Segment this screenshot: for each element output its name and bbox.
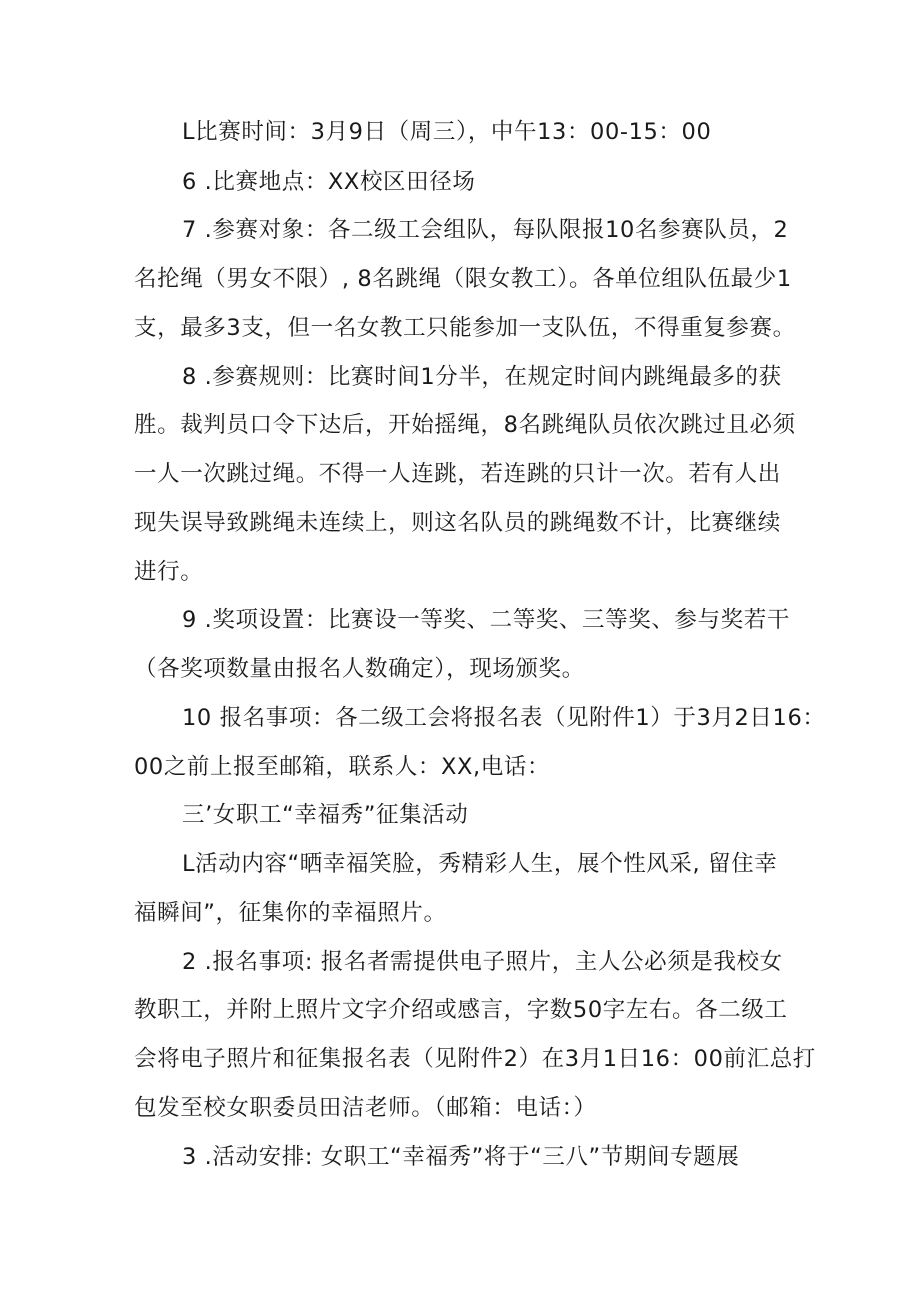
text-line-rules-cont-2: 一人一次跳过绳。不得一人连跳，若连跳的只计一次。若有人出 — [134, 461, 781, 487]
text-line-participants-cont-2: 支，最多3支，但一名女教工只能参加一支队伍，不得重复参赛。 — [134, 315, 796, 341]
text-line-registration-cont: 00之前上报至邮箱，联系人：XX,电话： — [134, 754, 551, 780]
text-line-photo-registration-cont-3: 包发至校女职委员田洁老师。（邮箱：电话：） — [134, 1095, 597, 1121]
text-line-photo-registration-cont-2: 会将电子照片和征集报名表（见附件2）在3月1日16：00前汇总打 — [134, 1046, 816, 1072]
text-line-activity-content: L活动内容“晒幸福笑脸，秀精彩人生，展个性风采, 留住幸 — [182, 851, 778, 877]
text-line-awards-cont: （各奖项数量由报名人数确定），现场颁奖。 — [134, 656, 585, 682]
text-line-photo-registration: 2 .报名事项: 报名者需提供电子照片，主人公必须是我校女 — [182, 949, 783, 975]
text-line-competition-venue: 6 .比赛地点：XX校区田径场 — [182, 169, 476, 195]
text-line-participants-cont-1: 名抡绳（男女不限）, 8名跳绳（限女教工）。各单位组队伍最少1 — [134, 266, 792, 292]
text-line-registration: 10 报名事项：各二级工会将报名表（见附件1）于3月2日16： — [182, 705, 826, 731]
text-line-rules-cont-3: 现失误导致跳绳未连续上，则这名队员的跳绳数不计，比赛继续 — [134, 510, 781, 536]
text-line-participants: 7 .参赛对象：各二级工会组队，每队限报10名参赛队员，2 — [182, 217, 789, 243]
text-line-photo-registration-cont-1: 教职工，并附上照片文字介绍或感言，字数50字左右。各二级工 — [134, 997, 788, 1023]
text-line-activity-arrangement: 3 .活动安排: 女职工“幸福秀”将于“三八”节期间专题展 — [182, 1144, 740, 1170]
text-line-activity-content-cont: 福瞬间”，征集你的幸福照片。 — [134, 900, 447, 926]
text-line-rules-cont-4: 进行。 — [134, 559, 204, 585]
section-heading-happiness-show: 三’女职工“幸福秀”征集活动 — [182, 802, 469, 828]
text-line-competition-time: L比赛时间：3月9日（周三），中午13：00-15：00 — [182, 119, 712, 145]
text-line-awards: 9 .奖项设置：比赛设一等奖、二等奖、三等奖、参与奖若干 — [182, 607, 790, 633]
text-line-rules-cont-1: 胜。裁判员口令下达后，开始摇绳，8名跳绳队员依次跳过且必须 — [134, 412, 796, 438]
text-line-rules: 8 .参赛规则：比赛时间1分半，在规定时间内跳绳最多的获 — [182, 364, 782, 390]
